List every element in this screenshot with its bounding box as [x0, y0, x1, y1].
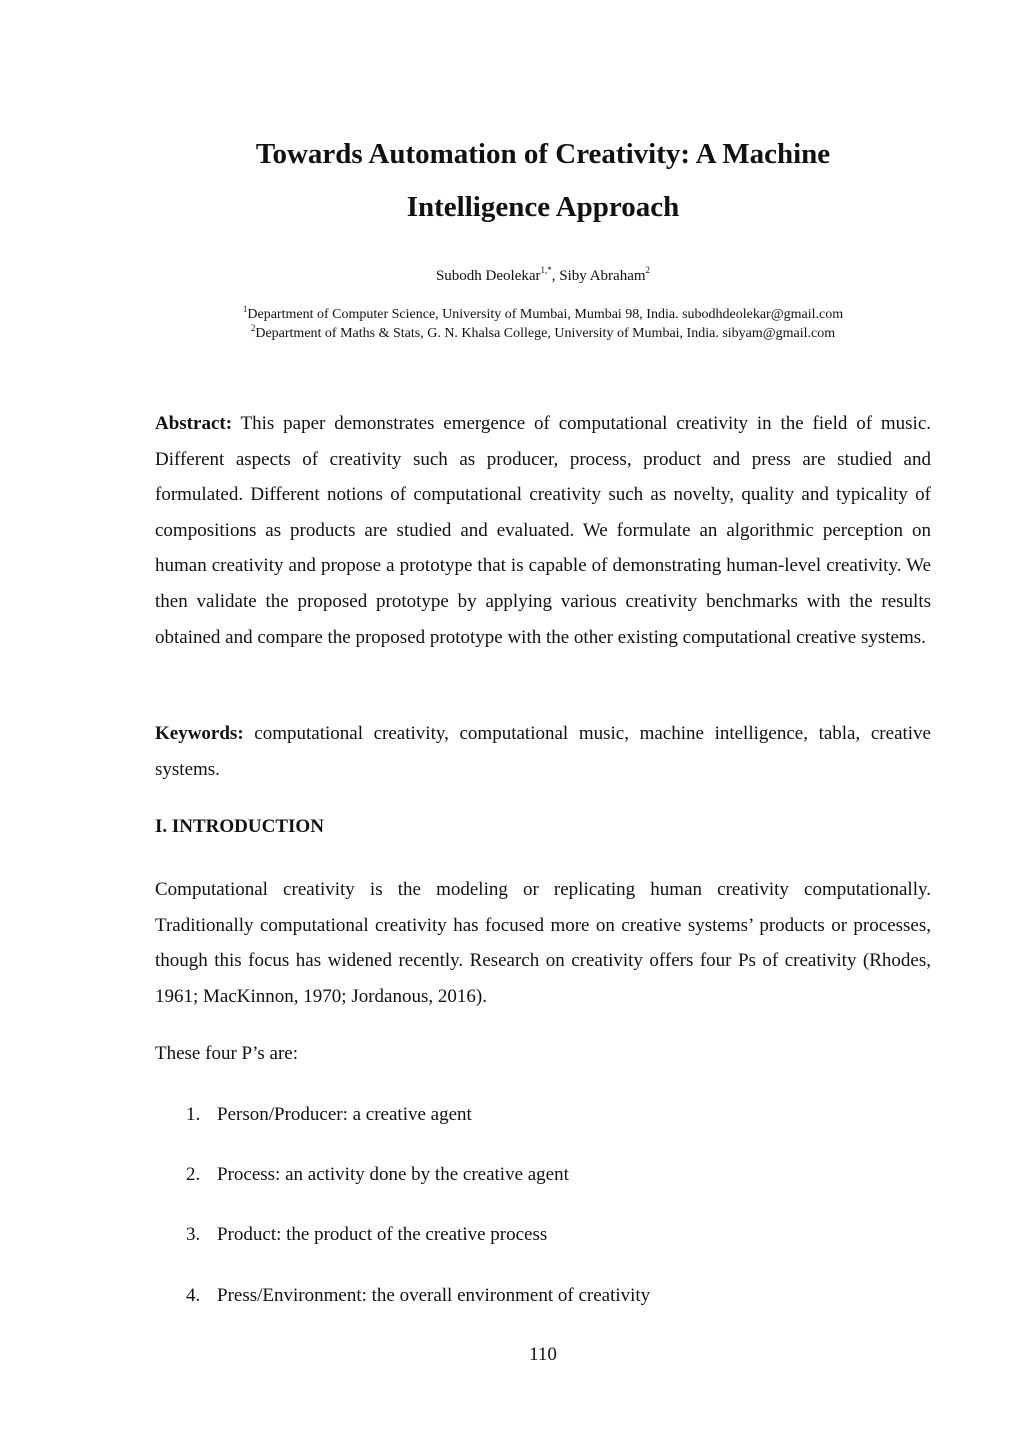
list-item-text: Process: an activity done by the creative agent [217, 1164, 569, 1185]
page-number: 110 [529, 1344, 557, 1365]
paper-title-line-1: Towards Automation of Creativity: A Machine [255, 138, 831, 170]
abstract-text: This paper demonstrates emergence of computational creativity in the field of music. Different aspects of creativity such as producer, process, product and press are studied and formulated. Different notions of computational creativity such as novelty, quality and typicality of compositions as products are studied and evaluated. We formulate an algorithmic perception on human creativity and propose a prototype that is capable of demonstrating human-level creativity. We then validate the proposed prototype by applying various creativity benchmarks with the results obtained and compare the proposed prototype with the other existing computational creative systems. [155, 413, 931, 648]
author-affiliation-mark: 1,* [540, 265, 552, 275]
abstract-label: Abstract: [155, 413, 233, 434]
author-list [0, 265, 1024, 285]
intro-paragraph: Computational creativity is the modeling or replicating human creativity computationally. Traditionally computational creativity has focused more on creative systems’ products or processes, though this focus has widened recently. Research on creativity offers four Ps of creativity (Rhodes, 1961; MacKinnon, 1970; Jordanous, 2016). [155, 879, 931, 1007]
four-ps-intro: These four P’s are: [155, 1043, 298, 1064]
affiliation-1 [0, 304, 1024, 323]
affiliation-text: Department of Maths & Stats, G. N. Khalsa College, University of Mumbai, India. sibyam@gmail.com [255, 326, 836, 341]
list-item [186, 1164, 569, 1186]
keywords-text: computational creativity, computational music, machine intelligence, tabla, creative systems. [155, 723, 931, 780]
paper-title-line-2: Intelligence Approach [406, 191, 680, 223]
affiliation-2 [0, 323, 1024, 342]
list-item-number: 4. [186, 1285, 201, 1306]
author-name: Subodh Deolekar [435, 268, 541, 284]
keywords-label: Keywords: [155, 723, 244, 744]
list-item-number: 2. [186, 1164, 201, 1185]
list-item [186, 1224, 547, 1246]
author-name: Siby Abraham [559, 268, 646, 284]
author-separator: , [551, 268, 560, 284]
list-item [186, 1285, 650, 1307]
affiliation-mark: 1 [242, 304, 248, 314]
list-item-number: 3. [186, 1224, 201, 1245]
author-affiliation-mark: 2 [645, 265, 651, 275]
abstract [155, 406, 931, 655]
affiliation-mark: 2 [250, 323, 256, 333]
list-item-text: Person/Producer: a creative agent [217, 1104, 472, 1125]
list-item-number: 1. [186, 1104, 201, 1125]
list-item-text: Product: the product of the creative process [217, 1224, 548, 1245]
list-item [186, 1104, 472, 1126]
list-item-text: Press/Environment: the overall environment of creativity [217, 1285, 651, 1306]
affiliation-text: Department of Computer Science, University of Mumbai, Mumbai 98, India. subodhdeolekar@gmail.com [247, 307, 844, 322]
section-heading-introduction: I. INTRODUCTION [155, 816, 324, 837]
keywords [155, 716, 931, 787]
